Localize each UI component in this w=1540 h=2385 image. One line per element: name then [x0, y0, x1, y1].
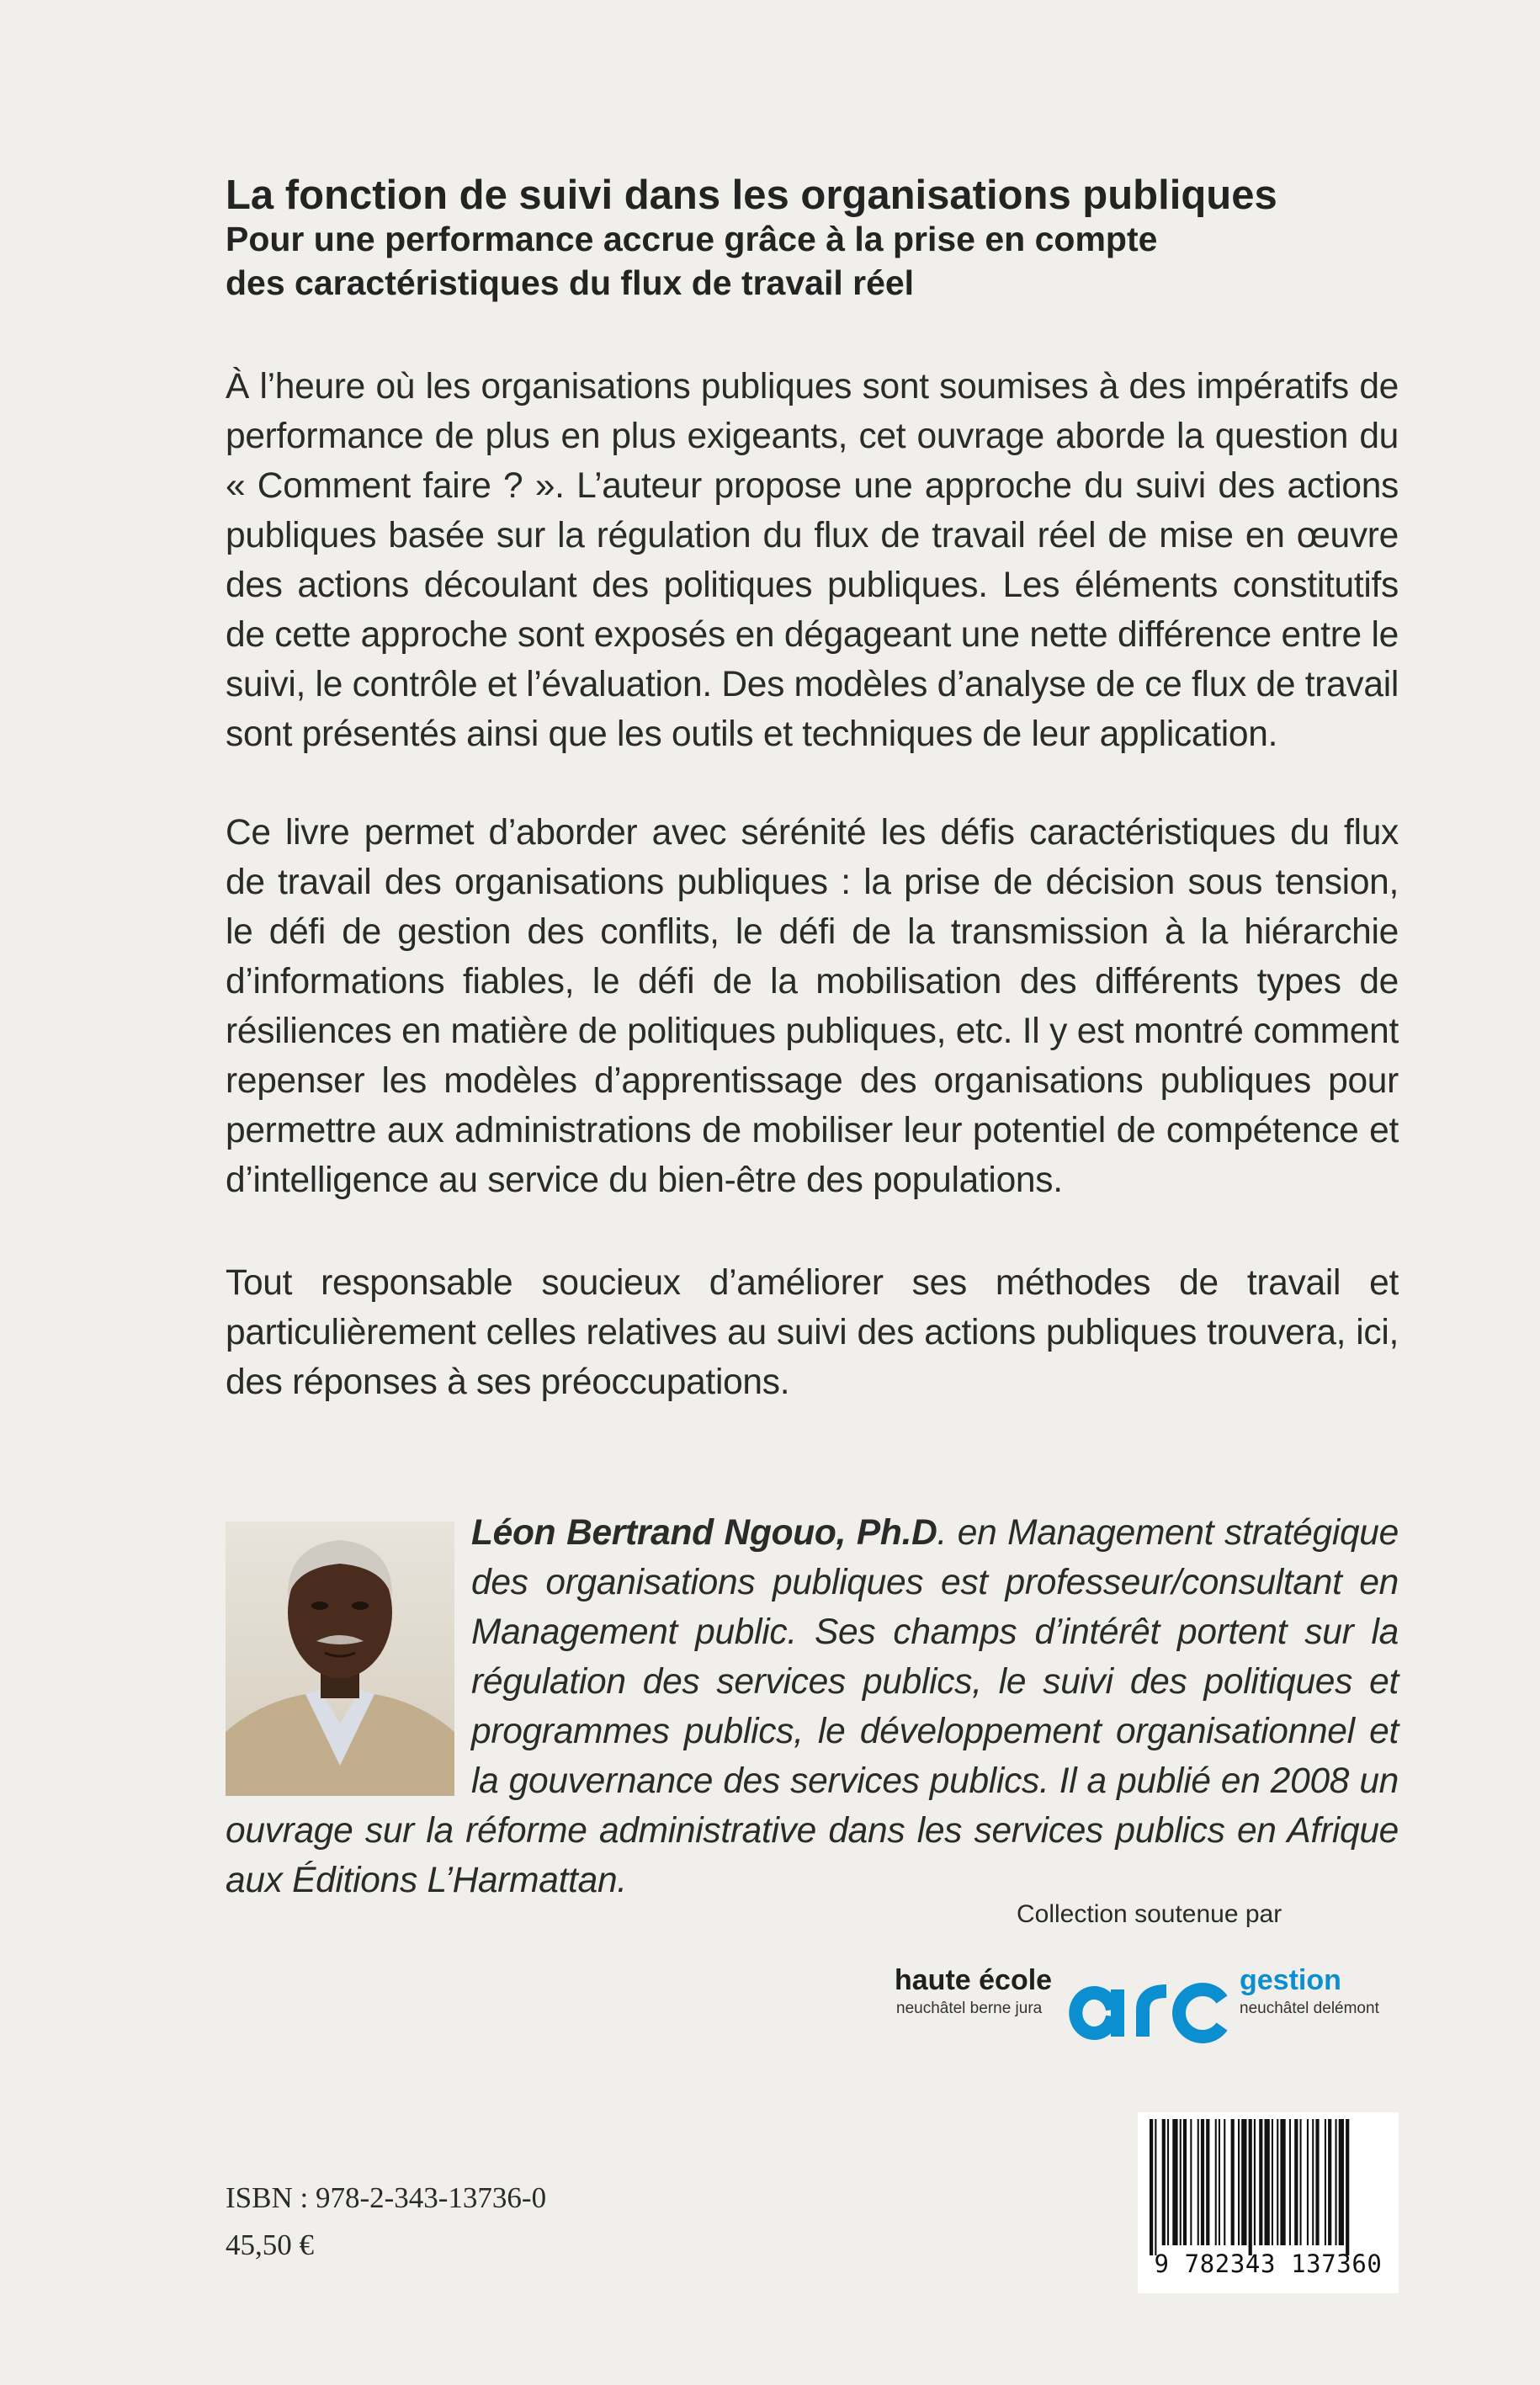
barcode-digits: 9 782343 137360	[1154, 2250, 1383, 2278]
barcode-bar	[1339, 2119, 1344, 2245]
logo-left-title: haute école	[895, 1964, 1053, 1996]
collection-label: Collection soutenue par	[1017, 1900, 1282, 1928]
logo-left-subtitle: neuchâtel berne jura	[896, 2000, 1043, 2017]
barcode-bar	[1224, 2119, 1225, 2245]
barcode-bar	[1150, 2119, 1153, 2255]
barcode-bar	[1172, 2119, 1177, 2245]
barcode-bar	[1265, 2119, 1270, 2245]
barcode-bar	[1300, 2119, 1302, 2245]
author-bio	[226, 1508, 1399, 1905]
barcode-bar	[1315, 2119, 1319, 2245]
barcode-bar	[1201, 2119, 1204, 2245]
book-subtitle	[226, 217, 1404, 305]
barcode-bar	[1328, 2119, 1331, 2245]
barcode-bar	[1167, 2119, 1169, 2245]
barcode-bar	[1155, 2119, 1156, 2255]
barcode-bar	[1190, 2119, 1192, 2245]
arc-mark-text: arc	[1151, 2048, 1153, 2049]
barcode-bar	[1197, 2119, 1199, 2245]
summary-paragraph-1: À l’heure où les organisations publiques sont soumises à des impératifs de performance de plus en plus exigeants, cet ouvrage aborde la question du « Comment faire ? ». L’auteur propose une approche du suivi des actions publiques basée sur la régulation du flux de travail réel de mise en œuvre des actions découlant des politiques publiques. Les éléments constitutifs de cette approche sont exposés en dégageant une nette différence entre le suivi, le contrôle et l’évaluation. Des modèles d’analyse de ce flux de travail sont présentés ainsi que les outils et techniques de leur application.	[226, 367, 1399, 754]
summary-paragraph-2: Ce livre permet d’aborder avec sérénité les défis caractéristiques du flux de travail des organisations publiques : la prise de décision sous tension, le défi de gestion des conflits, le défi de la transmission à la hiérarchie d’informations fiables, le défi de la mobilisation des différents types de résiliences en matière de politiques publiques, etc. Il y est montré comment repenser les modèles d’apprentissage des organisations publiques pour permettre aux administrations de mobiliser leur potentiel de compétence et d’intelligence au service du bien-être des populations.	[226, 813, 1399, 1200]
barcode-bar	[1280, 2119, 1285, 2245]
price: 45,50 €	[226, 2228, 314, 2261]
barcode-bar	[1336, 2119, 1337, 2245]
barcode-bar	[1241, 2119, 1246, 2245]
barcode-bar	[1180, 2119, 1182, 2245]
barcode-bar	[1249, 2119, 1252, 2255]
barcode-bar	[1238, 2119, 1240, 2245]
barcode-bar	[1206, 2119, 1209, 2245]
subtitle-line-1: Pour une performance accrue grâce à la prise en compte	[226, 220, 1158, 258]
author-name: Léon Bertrand Ngouo, Ph.D	[471, 1513, 937, 1553]
barcode-bars	[1138, 2112, 1399, 2255]
isbn: ISBN : 978-2-343-13736-0	[226, 2181, 547, 2214]
logo-right-title: gestion	[1240, 1964, 1341, 1996]
arc-logo-mark	[1067, 1966, 1235, 2050]
barcode-bar	[1259, 2119, 1262, 2245]
subtitle-line-2: des caractéristiques du flux de travail réel	[226, 263, 915, 302]
haute-ecole-arc-logo	[895, 1951, 1408, 2052]
logo-right-subtitle: neuchâtel delémont	[1240, 2000, 1379, 2017]
barcode-bar	[1162, 2119, 1166, 2245]
barcode-bar	[1346, 2119, 1349, 2255]
barcode-bar	[1289, 2119, 1291, 2245]
barcode-bar	[1307, 2119, 1309, 2245]
summary-paragraph-3: Tout responsable soucieux d’améliorer ses méthodes de travail et particulièrement celles relatives au suivi des actions publiques trouvera, ici, des réponses à ses préoccupations.	[226, 1263, 1399, 1402]
author-bio-text: . en Management stratégique des organisations publiques est professeur/consultant en Management public. Ses champs d’intérêt portent sur la régulation des services publics, le suivi des politiques et programmes publics, le développement organisationnel et la gouvernance des services publics. Il a publié en 2008 un ouvrage sur la réforme administrative dans les services publics en Afrique aux Éditions L’Harmattan.	[226, 1513, 1399, 1900]
barcode-bar	[1277, 2119, 1278, 2245]
barcode-bar	[1183, 2119, 1187, 2245]
barcode-bar	[1325, 2119, 1326, 2245]
barcode-bar	[1254, 2119, 1256, 2245]
barcode-bar	[1312, 2119, 1314, 2245]
barcode-bar	[1215, 2119, 1217, 2245]
book-title: La fonction de suivi dans les organisations publiques	[226, 173, 1277, 218]
photo-spacer	[226, 1508, 471, 1798]
barcode-bar	[1231, 2119, 1235, 2245]
barcode-bar	[1219, 2119, 1220, 2245]
barcode-bar	[1272, 2119, 1273, 2245]
isbn-barcode	[1138, 2112, 1399, 2293]
barcode-bar	[1294, 2119, 1298, 2245]
